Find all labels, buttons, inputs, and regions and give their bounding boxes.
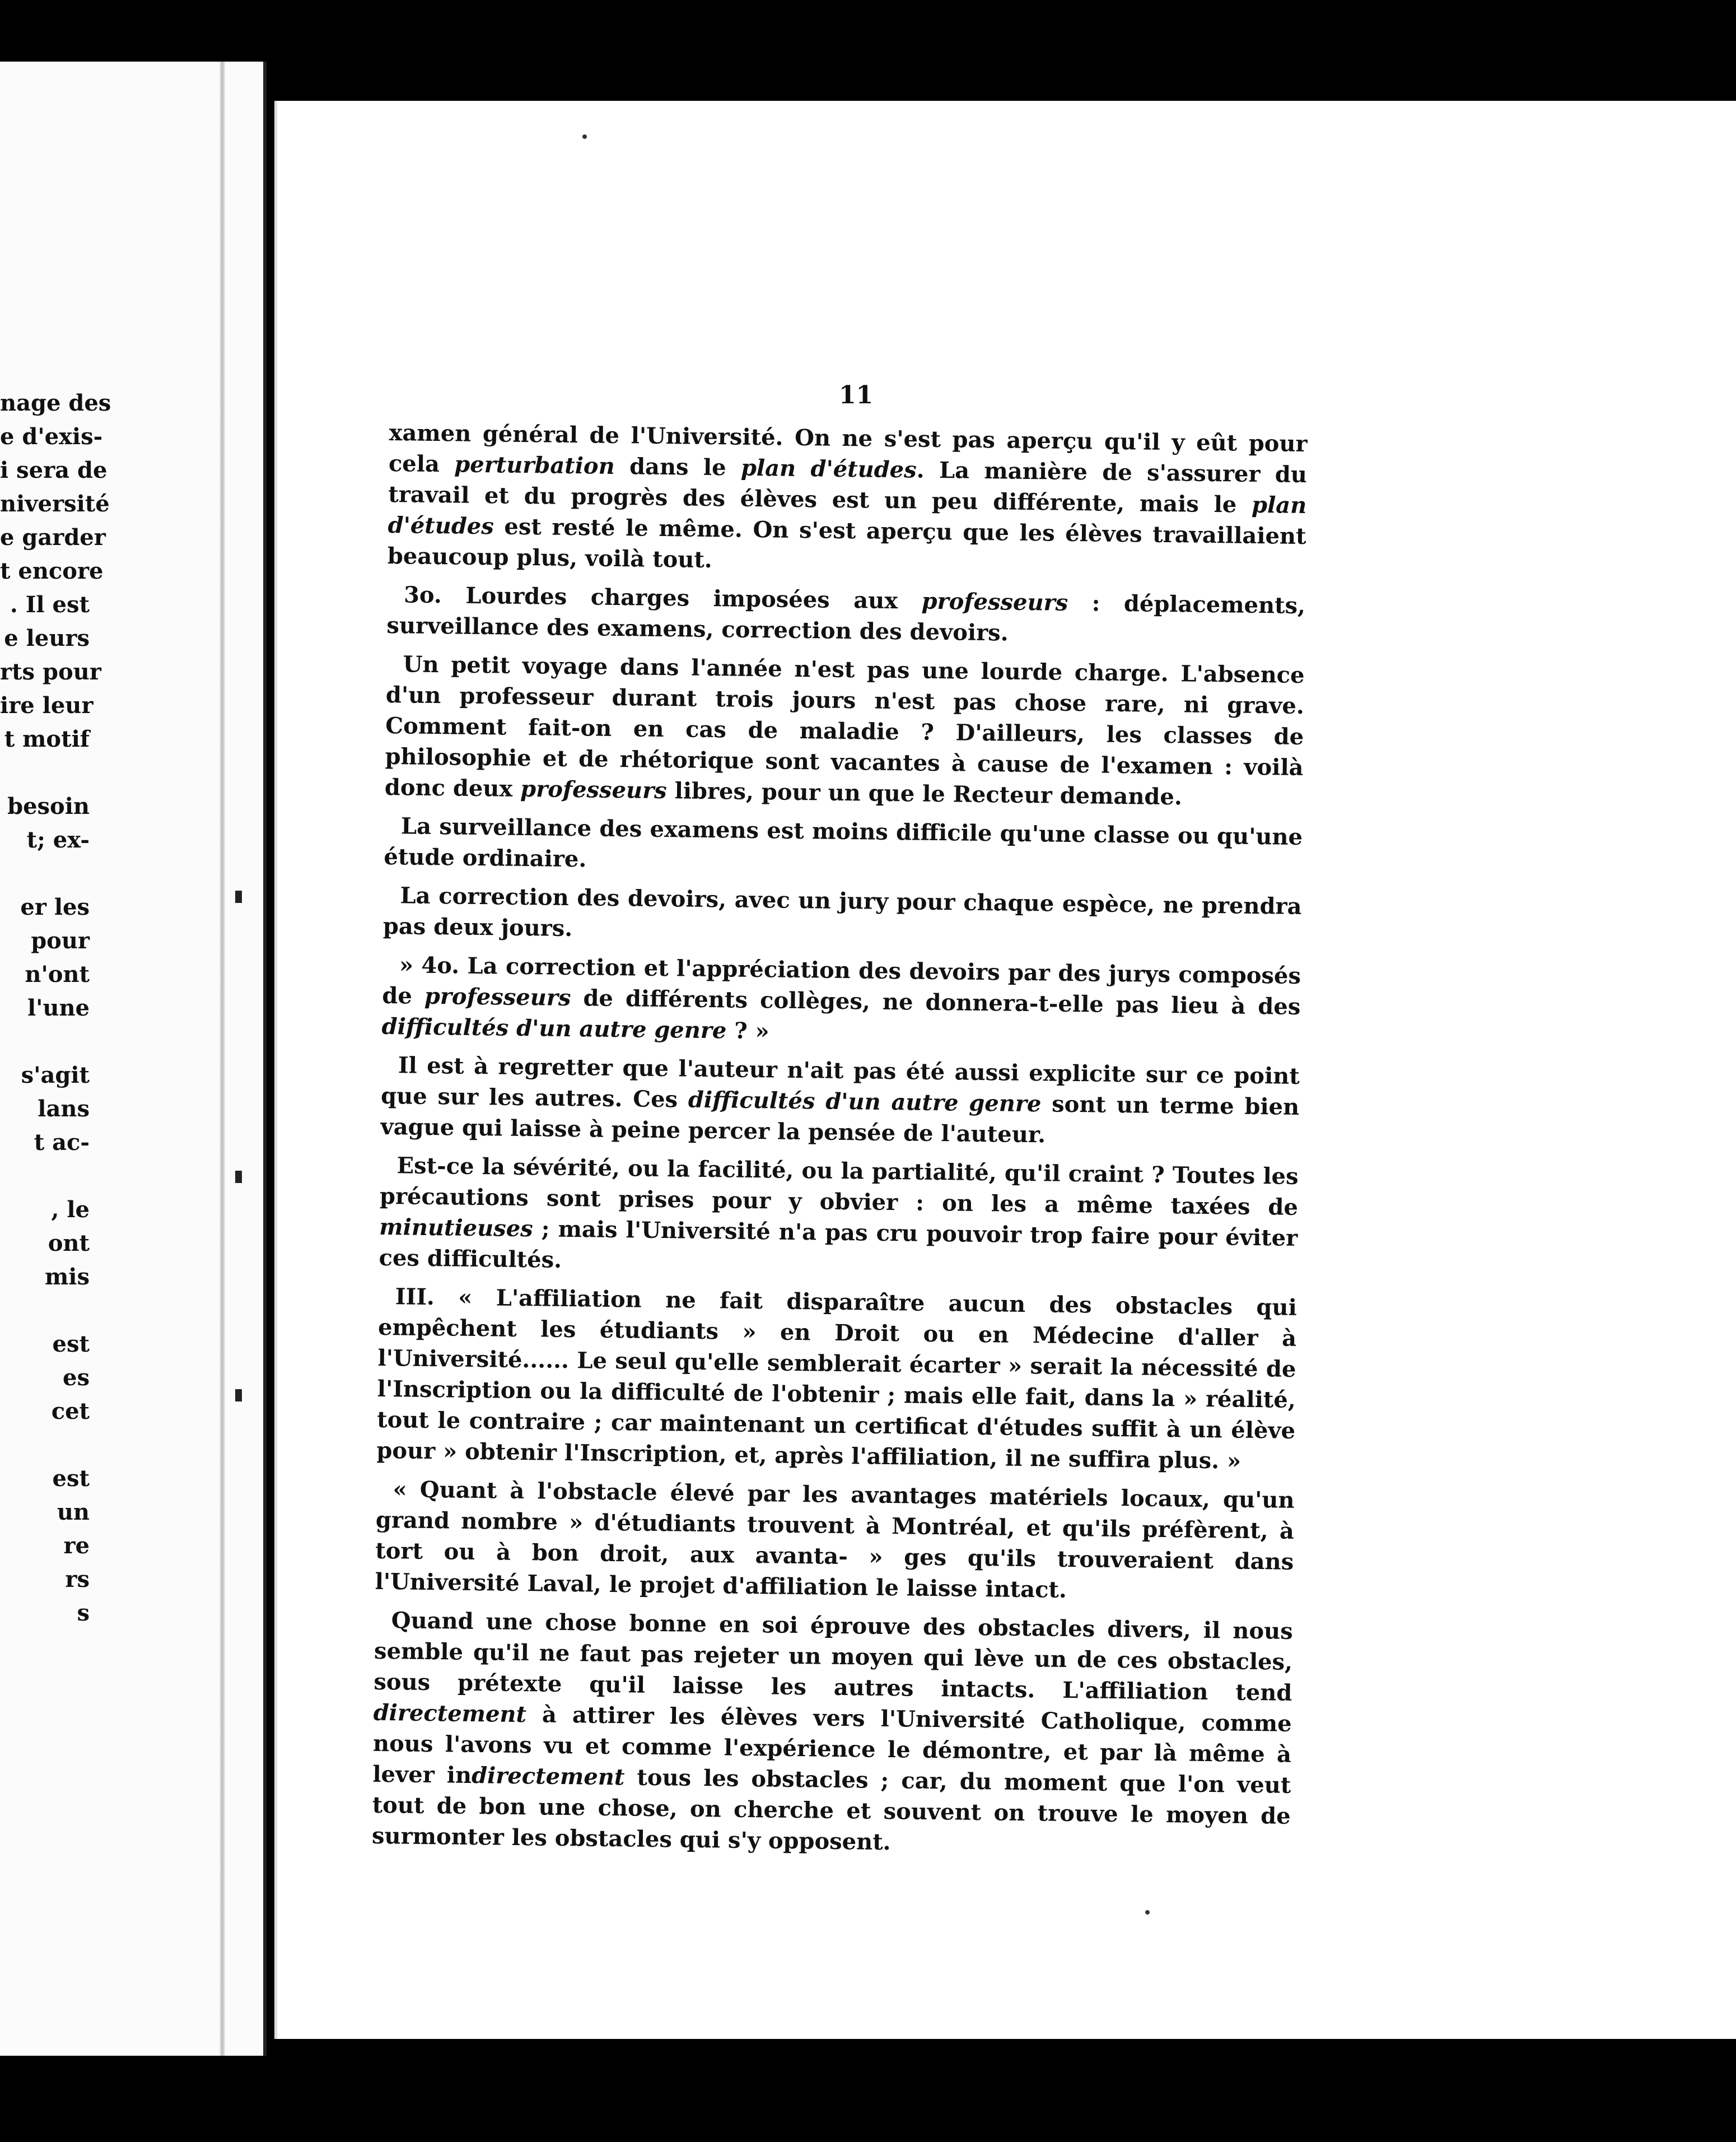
page-gutter	[220, 62, 225, 2056]
left-page-line: e garder	[0, 524, 106, 551]
left-page-line: e leurs	[4, 625, 90, 651]
left-page-line: re	[63, 1533, 90, 1559]
left-page-line: e d'exis-	[0, 423, 103, 450]
left-page-line: mis	[44, 1264, 90, 1290]
left-page-line: t; ex-	[26, 827, 90, 853]
left-page-line: t encore	[0, 558, 104, 584]
left-page-line: t motif	[4, 726, 90, 752]
left-page-line: s'agit	[21, 1062, 90, 1088]
body-text	[372, 417, 1308, 1870]
left-page-line: l'une	[27, 995, 90, 1021]
binding-stitch	[235, 1171, 242, 1183]
paragraph: » 4o. La correction et l'appréciation des devoirs par des jurys composés de professeurs de différents collèges, ne donnera-t-elle pas lieu à des difficultés d'un autre genre ? »	[381, 952, 1301, 1045]
left-page-line: , le	[51, 1196, 90, 1223]
paragraph: Un petit voyage dans l'année n'est pas une lourde charge. L'absence d'un professeur durant trois jours n'est pas chose rare, ni grave. Comment fait-on en cas de maladie ? D'ailleurs, les classes de philosophie et de rhétorique sont vacantes à cause de l'examen : voilà donc deux professeurs libres, pour un que le Recteur demande.	[384, 651, 1305, 811]
scan-speck	[582, 134, 587, 139]
left-page-line: er les	[20, 894, 90, 920]
paragraph: « Quant à l'obstacle élevé par les avantages matériels locaux, qu'un grand nombre » d'étudiants trouvent à Montréal, et qu'ils préfèrent, à tort ou à bon droit, aux avanta- » ges qu'ils trouveraient dans l'Université Laval, le projet d'affiliation le laisse intact.	[375, 1476, 1295, 1603]
paragraph: III. « L'affiliation ne fait disparaître aucun des obstacles qui empêchent les étudiants » en Droit ou en Médecine d'aller à l'Université...... Le seul qu'elle semblerait écarter » serait la nécessité de l'Inscription ou la difficulté de l'obtenir ; mais elle fait, dans la » réalité, tout le contraire ; car maintenant un certificat d'études suffit à un élève pour » obtenir l'Inscription, et, après l'affiliation, il ne suffira plus. »	[376, 1283, 1297, 1474]
left-page-line: un	[57, 1499, 90, 1525]
paragraph: La correction des devoirs, avec un jury pour chaque espèce, ne prendra pas deux jours.	[382, 882, 1302, 942]
binding-stitch	[235, 1389, 242, 1401]
binding-stitch	[235, 891, 242, 903]
scan-speck	[1145, 1910, 1150, 1915]
left-page-line: besoin	[7, 793, 90, 819]
left-page-line: t ac-	[34, 1129, 90, 1156]
left-page-line: est	[52, 1465, 90, 1492]
left-page-line: s	[77, 1600, 90, 1626]
left-page-line: rs	[65, 1566, 90, 1592]
left-page-line: cet	[51, 1398, 90, 1424]
paragraph: Est-ce la sévérité, ou la facilité, ou la partialité, qu'il craint ? Toutes les précautions sont prises pour y obvier : on les a même taxées de minutieuses ; mais l'Université n'a pas cru pouvoir trop faire pour éviter ces difficultés.	[379, 1152, 1299, 1273]
left-page-line: niversité	[0, 491, 110, 517]
paragraph: La surveillance des examens est moins difficile qu'une classe ou qu'une étude ordinaire.	[384, 813, 1303, 873]
left-page-line: est	[52, 1331, 90, 1357]
left-page-line: ire leur	[0, 692, 94, 719]
left-page-fragment	[0, 62, 267, 2056]
left-page-line: pour	[31, 928, 90, 954]
paragraph: Quand une chose bonne en soi éprouve des obstacles divers, il nous semble qu'il ne faut pas rejeter un moyen qui lève un de ces obstacles, sous prétexte qu'il laisse les autres intacts. L'affiliation tend directement à attirer les élèves vers l'Université Catholique, comme nous l'avons vu et comme l'expérience le démontre, et par là même à lever indirectement tous les obstacles ; car, du moment que l'on veut tout de bon une chose, on cherche et souvent on trouve le moyen de surmonter les obstacles qui s'y opposent.	[371, 1607, 1293, 1856]
paragraph: Il est à regretter que l'auteur n'ait pas été aussi explicite sur ce point que sur les autres. Ces difficultés d'un autre genre sont un terme bien vague qui laisse à peine percer la pensée de l'auteur.	[380, 1052, 1300, 1148]
left-page-line: lans	[38, 1096, 90, 1122]
page-number: 11	[839, 381, 874, 409]
left-page-line: nage des	[0, 390, 111, 416]
left-page-line: rts pour	[0, 659, 101, 685]
paragraph: 3o. Lourdes charges imposées aux professeurs : déplacements, surveillance des examens, correction des devoirs.	[386, 581, 1306, 646]
left-page-line: . Il est	[10, 592, 90, 618]
left-page-line: ont	[48, 1230, 90, 1256]
main-page	[274, 101, 1736, 2039]
left-page-line: n'ont	[25, 961, 90, 988]
left-page-line: i sera de	[0, 457, 108, 483]
left-page-line: es	[63, 1365, 90, 1391]
paragraph: xamen général de l'Université. On ne s'est pas aperçu qu'il y eût pour cela perturbation dans le plan d'études. La manière de s'assurer du travail et du progrès des élèves est un peu différente, mais le plan d'études est resté le même. On s'est aperçu que les élèves travaillaient beaucoup plus, voilà tout.	[387, 419, 1308, 574]
